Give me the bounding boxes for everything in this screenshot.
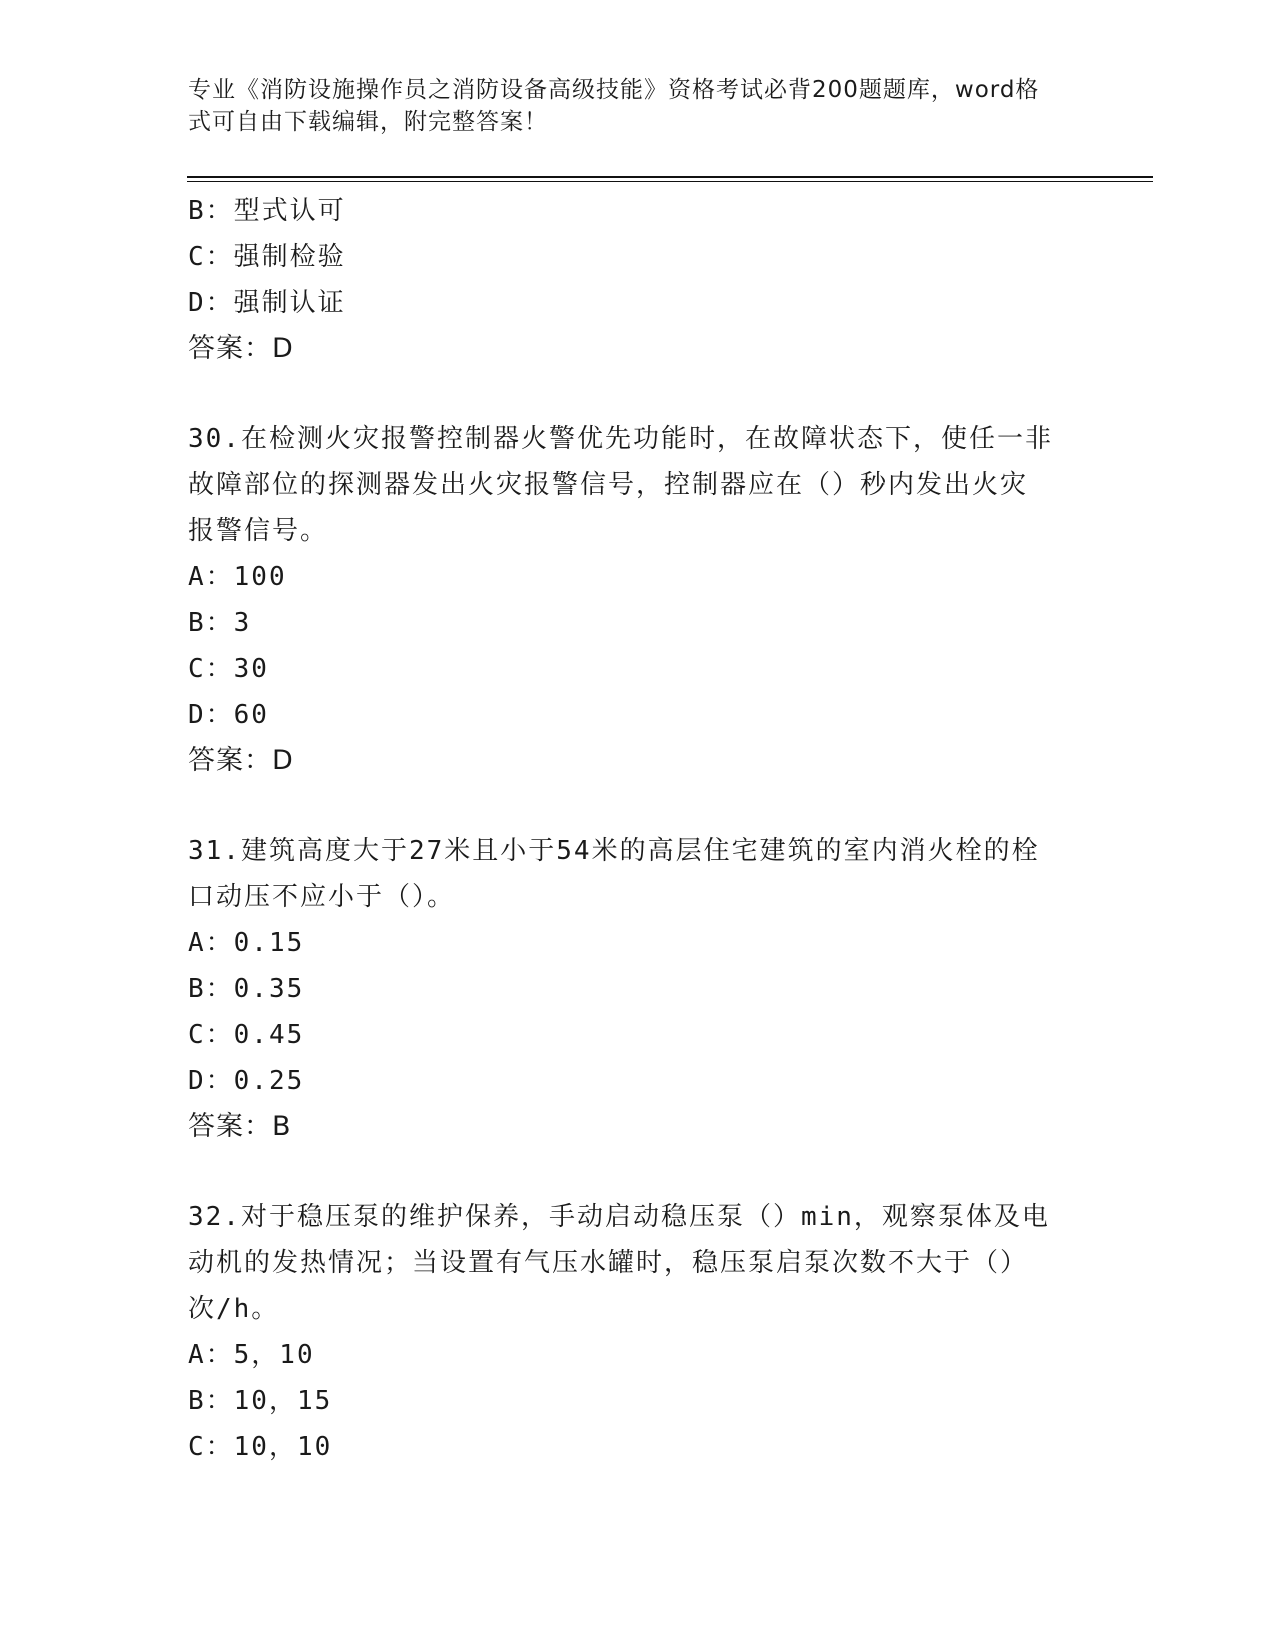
option-a: A：0.15 bbox=[188, 928, 305, 958]
option-d: D：强制认证 bbox=[188, 288, 346, 318]
option-c: C：强制检验 bbox=[188, 242, 346, 272]
option-a: A：5，10 bbox=[188, 1340, 315, 1370]
header-line-1: 专业《消防设施操作员之消防设备高级技能》资格考试必背200题题库，word格 bbox=[188, 77, 1040, 103]
question-31 bbox=[188, 828, 1088, 1150]
option-d: D：60 bbox=[188, 700, 269, 730]
header-line-2: 式可自由下载编辑，附完整答案！ bbox=[188, 109, 548, 135]
answer-line: 答案：B bbox=[188, 1111, 292, 1142]
question-29-continued bbox=[188, 188, 1088, 372]
option-d: D：0.25 bbox=[188, 1066, 305, 1096]
question-text: 31.建筑高度大于27米且小于54米的高层住宅建筑的室内消火栓的栓 口动压不应小于（）。 bbox=[188, 836, 1040, 912]
document-header bbox=[188, 74, 1088, 138]
option-b: B：型式认可 bbox=[188, 196, 346, 226]
question-text: 30.在检测火灾报警控制器火警优先功能时，在故障状态下，使任一非 故障部位的探测器发出火灾报警信号，控制器应在（）秒内发出火灾 报警信号。 bbox=[188, 424, 1053, 546]
answer-line: 答案：D bbox=[188, 745, 294, 776]
answer-line: 答案：D bbox=[188, 333, 294, 364]
option-c: C：0.45 bbox=[188, 1020, 305, 1050]
header-divider-thin bbox=[187, 181, 1153, 182]
question-list bbox=[188, 188, 1088, 1470]
question-32 bbox=[188, 1194, 1088, 1470]
option-c: C：10，10 bbox=[188, 1432, 333, 1462]
question-text: 32.对于稳压泵的维护保养，手动启动稳压泵（）min，观察泵体及电 动机的发热情况；当设置有气压水罐时，稳压泵启泵次数不大于（） 次/h。 bbox=[188, 1202, 1050, 1324]
option-b: B：3 bbox=[188, 608, 252, 638]
option-a: A：100 bbox=[188, 562, 287, 592]
question-30 bbox=[188, 416, 1088, 784]
option-c: C：30 bbox=[188, 654, 269, 684]
header-divider bbox=[187, 176, 1153, 178]
option-b: B：10，15 bbox=[188, 1386, 333, 1416]
option-b: B：0.35 bbox=[188, 974, 305, 1004]
